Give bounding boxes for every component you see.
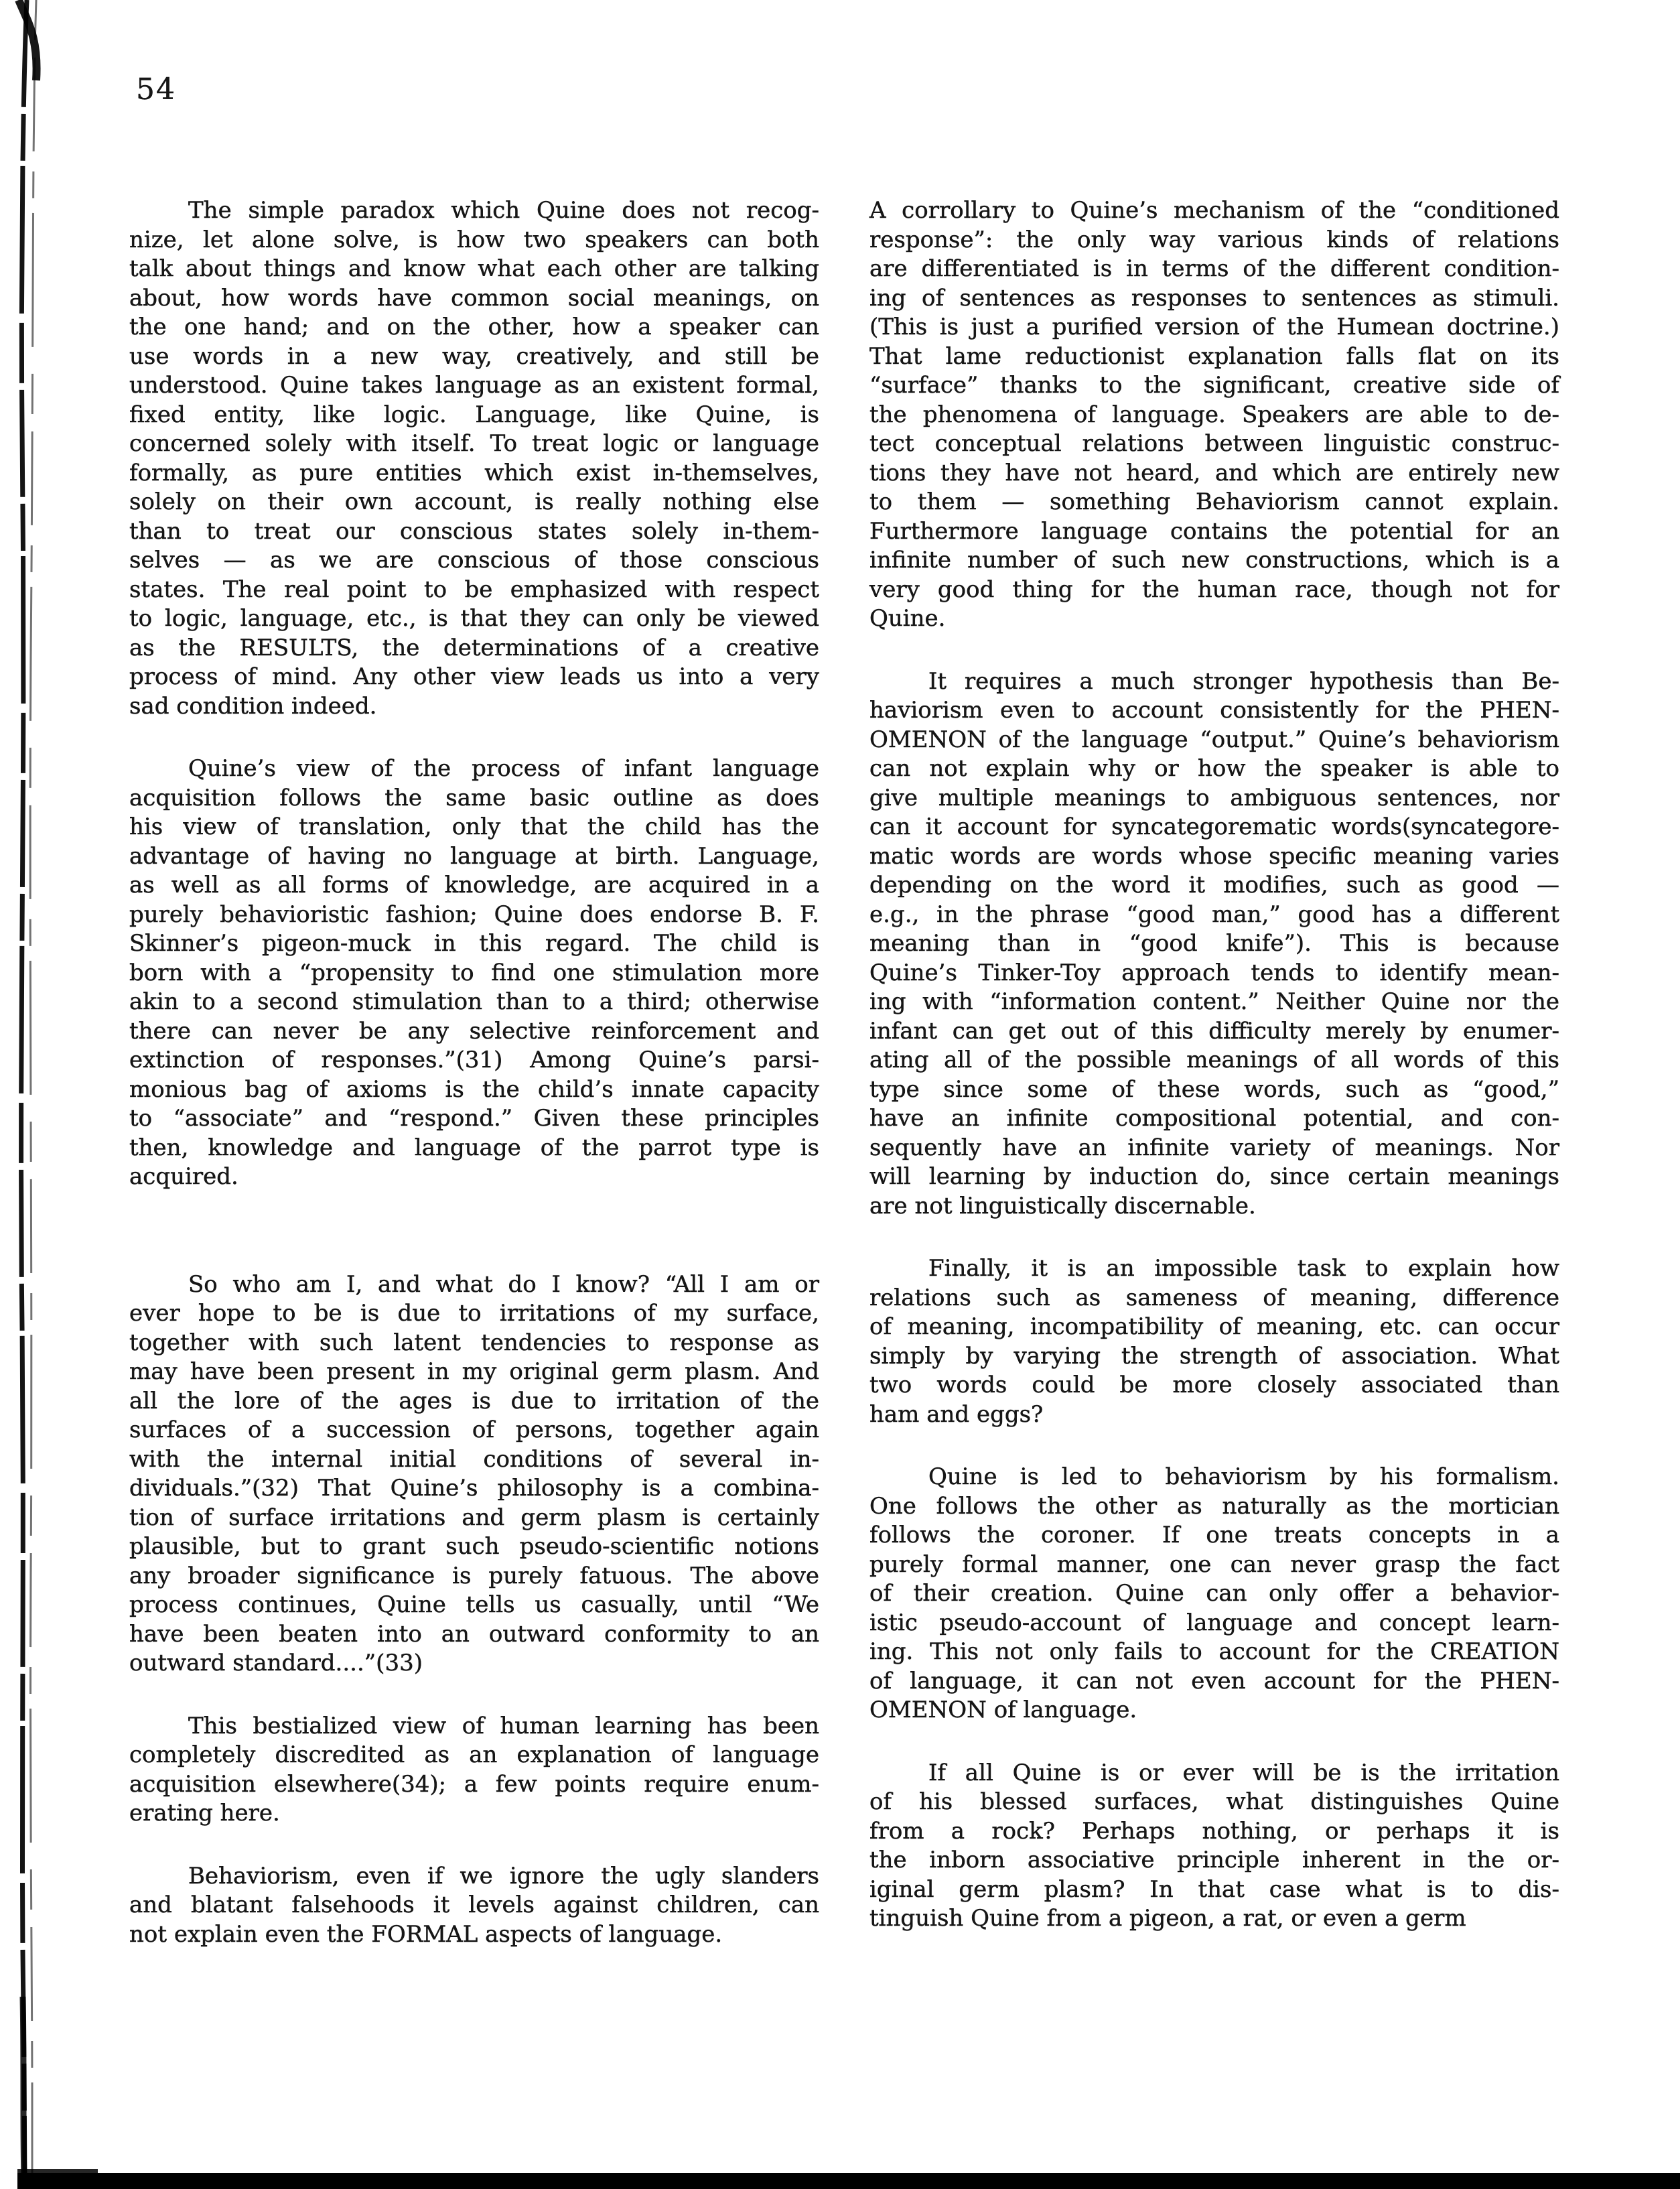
text-line: type since some of these words, such as “good,”: [869, 1075, 1559, 1103]
text-line: Behaviorism, even if we ignore the ugly slanders: [188, 1862, 819, 1889]
text-line: tect conceptual relations between linguistic construc-: [869, 430, 1559, 457]
text-line: advantage of having no language at birth. Language,: [129, 842, 819, 870]
text-line: infant can get out of this difficulty merely by enumer-: [869, 1017, 1559, 1045]
text-line: sad condition indeed.: [129, 692, 377, 720]
text-line: Furthermore language contains the potential for an: [869, 517, 1559, 545]
text-line: process of mind. Any other view leads us into a very: [129, 663, 819, 690]
text-line: completely discredited as an explanation of language: [129, 1741, 819, 1768]
text-line: tinguish Quine from a pigeon, a rat, or even a germ: [869, 1905, 1466, 1932]
text-column-left: [129, 196, 819, 1949]
text-line: give multiple meanings to ambiguous sentences, nor: [869, 784, 1559, 811]
text-line: meaning than in “good knife”). This is because: [869, 930, 1559, 957]
text-line: outward standard....”(33): [129, 1650, 423, 1676]
text-line: about, how words have common social meanings, on: [129, 284, 819, 312]
text-line: depending on the word it modifies, such as good —: [869, 872, 1559, 899]
text-line: The simple paradox which Quine does not recog-: [188, 197, 819, 224]
text-line: understood. Quine takes language as an existent formal,: [129, 372, 819, 399]
text-line: process continues, Quine tells us casually, until “We: [129, 1591, 819, 1618]
text-line: Finally, it is an impossible task to explain how: [928, 1255, 1559, 1282]
paragraph: [869, 1463, 1559, 1725]
text-line: will learning by induction do, since certain meanings: [869, 1163, 1559, 1190]
text-line: to “associate” and “respond.” Given these principles: [129, 1105, 819, 1132]
text-line: OMENON of language.: [869, 1697, 1137, 1723]
text-line: his view of translation, only that the child has the: [129, 813, 819, 840]
paragraph: [869, 196, 1559, 634]
text-line: concerned solely with itself. To treat logic or language: [129, 430, 819, 457]
text-line: ing of sentences as responses to sentences as stimuli.: [869, 284, 1559, 312]
text-line: OMENON of the language “output.” Quine’s behaviorism: [869, 726, 1559, 753]
text-line: ing. This not only fails to account for the CREATION: [869, 1638, 1559, 1665]
text-line: the phenomena of language. Speakers are able to de-: [869, 401, 1559, 428]
text-line: of meaning, incompatibility of meaning, etc. can occur: [869, 1313, 1559, 1340]
text-line: haviorism even to account consistently for the PHEN-: [869, 697, 1559, 724]
paragraph: [129, 1270, 819, 1678]
text-line: than to treat our conscious states solely in-them-: [129, 517, 819, 545]
paragraph: [129, 1862, 819, 1950]
text-line: solely on their own account, is really nothing else: [129, 488, 819, 515]
text-line: Skinner’s pigeon-muck in this regard. The child is: [129, 930, 819, 957]
text-line: It requires a much stronger hypothesis than Be-: [928, 667, 1559, 695]
text-line: have been beaten into an outward conformity to an: [129, 1620, 819, 1648]
text-line: erating here.: [129, 1800, 280, 1827]
text-line: surfaces of a succession of persons, together again: [129, 1416, 819, 1443]
text-line: any broader significance is purely fatuous. The above: [129, 1562, 819, 1589]
text-line: two words could be more closely associated than: [869, 1372, 1559, 1398]
text-line: selves — as we are conscious of those conscious: [129, 547, 819, 574]
text-line: akin to a second stimulation than to a third; otherwise: [129, 988, 819, 1015]
text-line: together with such latent tendencies to response as: [129, 1329, 819, 1356]
text-line: iginal germ plasm? In that case what is to dis-: [869, 1875, 1559, 1903]
paragraph: [129, 1712, 819, 1829]
text-line: infinite number of such new constructions, which is a: [869, 547, 1559, 574]
text-line: purely behavioristic fashion; Quine does endorse B. F.: [129, 901, 819, 928]
text-line: as well as all forms of knowledge, are acquired in a: [129, 872, 819, 899]
text-line: Quine’s Tinker-Toy approach tends to identify mean-: [869, 959, 1559, 986]
text-line: may have been present in my original germ plasm. And: [129, 1358, 819, 1385]
text-line: simply by varying the strength of association. What: [869, 1342, 1559, 1370]
text-line: monious bag of axioms is the child’s innate capacity: [129, 1075, 819, 1103]
text-line: talk about things and know what each other are talking: [129, 255, 819, 282]
text-line: of their creation. Quine can only offer a behavior-: [869, 1580, 1559, 1607]
text-line: acquired.: [129, 1163, 238, 1190]
paragraph: [869, 667, 1559, 1221]
text-line: tions they have not heard, and which are entirely new: [869, 459, 1559, 486]
text-line: use words in a new way, creatively, and still be: [129, 342, 819, 370]
text-line: all the lore of the ages is due to irritation of the: [129, 1387, 819, 1414]
text-line: acquisition follows the same basic outline as does: [129, 784, 819, 811]
text-line: If all Quine is or ever will be is the irritation: [928, 1759, 1559, 1786]
text-line: with the internal initial conditions of several in-: [129, 1445, 819, 1473]
text-line: sequently have an infinite variety of meanings. Nor: [869, 1134, 1559, 1161]
text-line: (This is just a purified version of the Humean doctrine.): [869, 314, 1559, 340]
paragraph: [869, 1759, 1559, 1934]
text-line: So who am I, and what do I know? “All I am or: [188, 1270, 819, 1298]
text-line: then, knowledge and language of the parrot type is: [129, 1134, 819, 1161]
text-line: matic words are words whose specific meaning varies: [869, 842, 1559, 870]
scan-bottom-edge-bar: [17, 2173, 1680, 2189]
text-line: e.g., in the phrase “good man,” good has a different: [869, 901, 1559, 928]
text-line: plausible, but to grant such pseudo-scientific notions: [129, 1533, 819, 1560]
text-line: the one hand; and on the other, how a speaker can: [129, 314, 819, 340]
text-line: can not explain why or how the speaker is able to: [869, 755, 1559, 782]
text-line: ever hope to be is due to irritations of my surface,: [129, 1300, 819, 1327]
text-line: very good thing for the human race, though not for: [869, 576, 1559, 603]
text-line: Quine.: [869, 605, 946, 632]
text-line: One follows the other as naturally as the mortician: [869, 1492, 1559, 1520]
text-line: not explain even the FORMAL aspects of language.: [129, 1920, 723, 1948]
text-line: acquisition elsewhere(34); a few points require enum-: [129, 1770, 819, 1798]
text-line: and blatant falsehoods it levels against children, can: [129, 1892, 819, 1918]
text-line: “surface” thanks to the significant, creative side of: [869, 372, 1559, 399]
text-line: ham and eggs?: [869, 1400, 1044, 1428]
text-line: formally, as pure entities which exist in-themselves,: [129, 459, 819, 486]
text-line: states. The real point to be emphasized with respect: [129, 576, 819, 603]
text-line: the inborn associative principle inherent in the or-: [869, 1847, 1559, 1873]
text-line: have an infinite compositional potential, and con-: [869, 1105, 1559, 1132]
text-line: are not linguistically discernable.: [869, 1192, 1256, 1219]
text-line: dividuals.”(32) That Quine’s philosophy is a combina-: [129, 1475, 819, 1502]
text-line: can it account for syncategorematic words(syncategore-: [869, 813, 1559, 840]
text-line: are differentiated is in terms of the different condition-: [869, 255, 1559, 282]
text-line: That lame reductionist explanation falls flat on its: [869, 342, 1559, 370]
text-line: follows the coroner. If one treats concepts in a: [869, 1522, 1559, 1548]
text-line: tion of surface irritations and germ plasm is certainly: [129, 1504, 819, 1531]
paragraph: [129, 754, 819, 1192]
text-line: ing with “information content.” Neither Quine nor the: [869, 988, 1559, 1015]
text-line: nize, let alone solve, is how two speakers can both: [129, 226, 819, 253]
text-line: response”: the only way various kinds of relations: [869, 226, 1559, 253]
text-line: as the RESULTS, the determinations of a creative: [129, 634, 819, 661]
text-line: purely formal manner, one can never grasp the fact: [869, 1550, 1559, 1578]
text-line: Quine is led to behaviorism by his formalism.: [928, 1463, 1559, 1490]
text-column-right: [869, 196, 1559, 1934]
text-line: Quine’s view of the process of infant language: [188, 755, 819, 782]
page-number: 54: [136, 72, 176, 107]
book-binding-edge-artifact: [0, 0, 114, 2189]
text-line: there can never be any selective reinforcement and: [129, 1017, 819, 1045]
text-line: to logic, language, etc., is that they can only be viewed: [129, 605, 819, 632]
text-line: istic pseudo-account of language and concept learn-: [869, 1609, 1559, 1636]
text-line: of language, it can not even account for the PHEN-: [869, 1667, 1559, 1695]
paragraph: [869, 1254, 1559, 1429]
text-line: fixed entity, like logic. Language, like Quine, is: [129, 401, 819, 428]
text-line: born with a “propensity to find one stimulation more: [129, 959, 819, 986]
text-line: ating all of the possible meanings of all words of this: [869, 1047, 1559, 1073]
text-line: extinction of responses.”(31) Among Quine’s parsi-: [129, 1047, 819, 1073]
text-line: from a rock? Perhaps nothing, or perhaps it is: [869, 1817, 1559, 1845]
text-line: to them — something Behaviorism cannot explain.: [869, 488, 1559, 515]
text-line: This bestialized view of human learning has been: [188, 1712, 819, 1739]
paragraph: [129, 196, 819, 721]
text-line: A corrollary to Quine’s mechanism of the “conditioned: [869, 197, 1559, 224]
text-line: of his blessed surfaces, what distinguishes Quine: [869, 1788, 1559, 1815]
text-line: relations such as sameness of meaning, difference: [869, 1284, 1559, 1311]
